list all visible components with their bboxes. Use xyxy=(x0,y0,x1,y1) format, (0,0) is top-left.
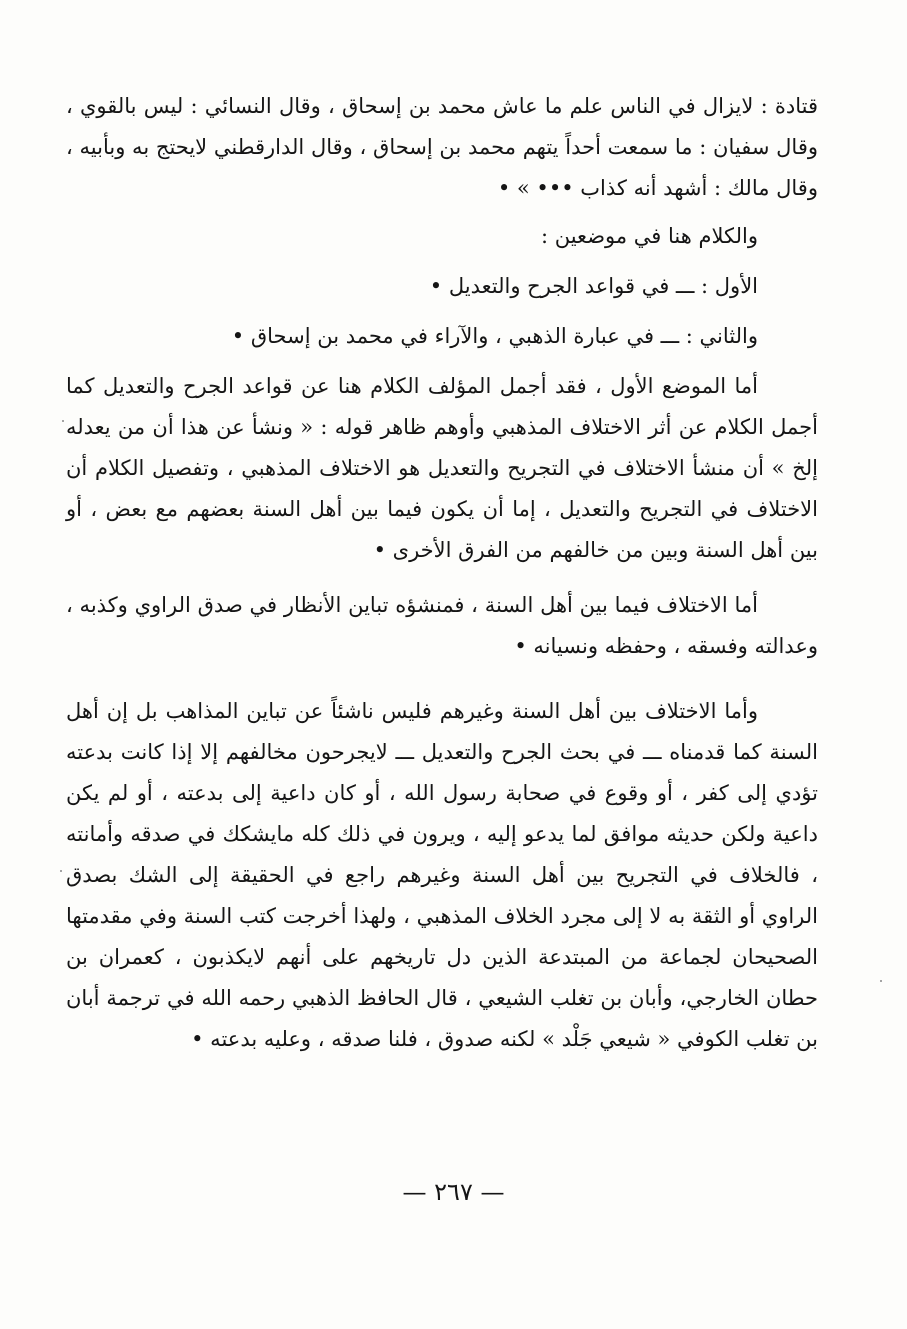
paragraph-quote-continuation: قتادة : لايزال في الناس علم ما عاش محمد بن إسحاق ، وقال النسائي : ليس بالقوي ، وقال سفيان : ما سمعت أحداً يتهم محمد بن إسحاق ، وقال الدارقطني لايحتج به وبأبيه ، وقال مالك : أشهد أنه كذاب ••• » • xyxy=(66,94,818,200)
paragraph-first-topic-discussion: أما الموضع الأول ، فقد أجمل المؤلف الكلام هنا عن قواعد الجرح والتعديل كما أجمل الكلام عن أثر الاختلاف المذهبي وأوهم ظاهر قوله : « ونشأ عن هذا أن من يعدله إلخ » أن منشأ الاختلاف في التجريح والتعديل هو الاختلاف المذهبي ، وتفصيل الكلام أن الاختلاف في التجريح والتعديل ، إما أن يكون فيما بين أهل السنة بعضهم مع بعض ، أو بين أهل السنة وبين من خالفهم من الفرق الأخرى • xyxy=(66,374,818,562)
page-number: — ٢٦٧ — xyxy=(402,1178,505,1206)
scan-speck xyxy=(880,980,882,982)
scan-speck xyxy=(60,870,62,872)
paragraph-first-topic: الأول : ـــ في قواعد الجرح والتعديل • xyxy=(429,274,758,298)
body-text xyxy=(66,86,818,1060)
paragraph-sunni-disagreement: أما الاختلاف فيما بين أهل السنة ، فمنشؤه تباين الأنظار في صدق الراوي وكذبه ، وعدالته وفسقه ، وحفظه ونسيانه • xyxy=(66,593,818,658)
paragraph-second-topic: والثاني : ـــ في عبارة الذهبي ، والآراء في محمد بن إسحاق • xyxy=(231,324,758,348)
scan-speck xyxy=(62,420,64,422)
paragraph-other-disagreement: وأما الاختلاف بين أهل السنة وغيرهم فليس ناشئاً عن تباين المذاهب بل إن أهل السنة كما قدمناه ـــ في بحث الجرح والتعديل ـــ لايجرحون مخالفهم إلا إذا كانت بدعته تؤدي إلى كفر ، أو وقوع في صحابة رسول الله ، أو كان داعية إلى بدعته ، أو لم يكن داعية ولكن حديثه موافق لما يدعو إليه ، ويرون في ذلك كله مايشكك في صدقه وأمانته ، فالخلاف في التجريح بين أهل السنة وغيرهم راجع في الحقيقة إلى الشك بصدق الراوي أو الثقة به لا إلى مجرد الخلاف المذهبي ، ولهذا أخرجت كتب السنة وفي مقدمتها الصحيحان لجماعة من المبتدعة الذين دل تاريخهم على أنهم لايكذبون ، كعمران بن حطان الخارجي، وأبان بن تغلب الشيعي ، قال الحافظ الذهبي رحمه الله في ترجمة أبان بن تغلب الكوفي « شيعي جَلْد » لكنه صدوق ، فلنا صدقه ، وعليه بدعته • xyxy=(66,699,818,1051)
paragraph-two-topics: والكلام هنا في موضعين : xyxy=(540,224,758,248)
